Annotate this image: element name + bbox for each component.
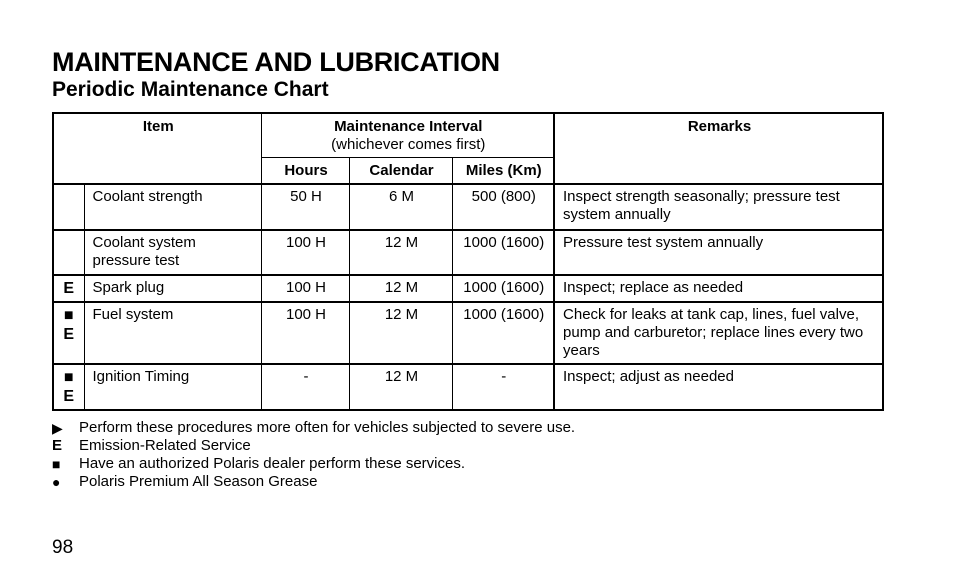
legend-text: Polaris Premium All Season Grease [79, 473, 318, 490]
row-remarks: Inspect; adjust as needed [554, 364, 883, 410]
emission-letter-icon: E [63, 280, 75, 297]
row-marks [53, 184, 84, 230]
row-miles: 500 (800) [452, 184, 554, 230]
item-header: Item [53, 113, 261, 184]
maintenance-chart-table [52, 112, 884, 411]
row-item: Ignition Timing [84, 364, 261, 410]
row-miles: 1000 (1600) [452, 230, 554, 275]
interval-header-label: Maintenance Interval [334, 118, 483, 135]
legend-item [52, 455, 575, 473]
row-item: Spark plug [84, 275, 261, 302]
table-row [53, 184, 883, 230]
hours-header: Hours [261, 158, 349, 185]
legend-item [52, 473, 575, 491]
emission-letter-icon: E [52, 437, 63, 454]
row-calendar: 12 M [349, 364, 452, 410]
page-title: MAINTENANCE AND LUBRICATION [52, 47, 500, 77]
row-item: Coolant strength [84, 184, 261, 230]
row-hours: 100 H [261, 275, 349, 302]
square-icon: ■ [63, 369, 74, 386]
row-remarks: Inspect; replace as needed [554, 275, 883, 302]
row-marks [53, 364, 84, 410]
row-hours: - [261, 364, 349, 410]
row-calendar: 12 M [349, 302, 452, 364]
row-item: Fuel system [84, 302, 261, 364]
interval-header [261, 113, 554, 158]
row-remarks: Pressure test system annually [554, 230, 883, 275]
legend-item [52, 419, 575, 437]
row-item: Coolant system pressure test [84, 230, 261, 275]
interval-header-note: (whichever comes first) [331, 136, 486, 153]
row-miles: 1000 (1600) [452, 275, 554, 302]
emission-letter-icon: E [63, 388, 75, 405]
legend-text: Perform these procedures more often for vehicles subjected to severe use. [79, 419, 576, 436]
row-hours: 100 H [261, 302, 349, 364]
row-hours: 100 H [261, 230, 349, 275]
table-header-row [53, 113, 883, 158]
legend-text: Have an authorized Polaris dealer perform these services. [79, 455, 466, 472]
table-row [53, 302, 883, 364]
page-subtitle: Periodic Maintenance Chart [52, 78, 329, 101]
row-marks [53, 302, 84, 364]
row-marks [53, 275, 84, 302]
row-remarks: Inspect strength seasonally; pressure test system annually [554, 184, 883, 230]
legend [52, 419, 575, 491]
legend-item [52, 437, 575, 455]
row-miles: 1000 (1600) [452, 302, 554, 364]
calendar-header: Calendar [349, 158, 452, 185]
row-miles: - [452, 364, 554, 410]
circle-icon: ● [52, 474, 61, 490]
row-hours: 50 H [261, 184, 349, 230]
square-icon: ■ [63, 307, 74, 324]
miles-header: Miles (Km) [452, 158, 554, 185]
remarks-header: Remarks [554, 113, 883, 184]
table-row [53, 230, 883, 275]
triangle-right-icon: ▶ [52, 420, 63, 436]
row-calendar: 6 M [349, 184, 452, 230]
page-number: 98 [52, 537, 74, 558]
table-row [53, 364, 883, 410]
row-calendar: 12 M [349, 230, 452, 275]
emission-letter-icon: E [63, 326, 75, 343]
table-row [53, 275, 883, 302]
row-calendar: 12 M [349, 275, 452, 302]
legend-text: Emission-Related Service [79, 437, 251, 454]
square-icon: ■ [52, 456, 61, 472]
row-remarks: Check for leaks at tank cap, lines, fuel valve, pump and carburetor; replace lines every two years [554, 302, 883, 364]
row-marks [53, 230, 84, 275]
